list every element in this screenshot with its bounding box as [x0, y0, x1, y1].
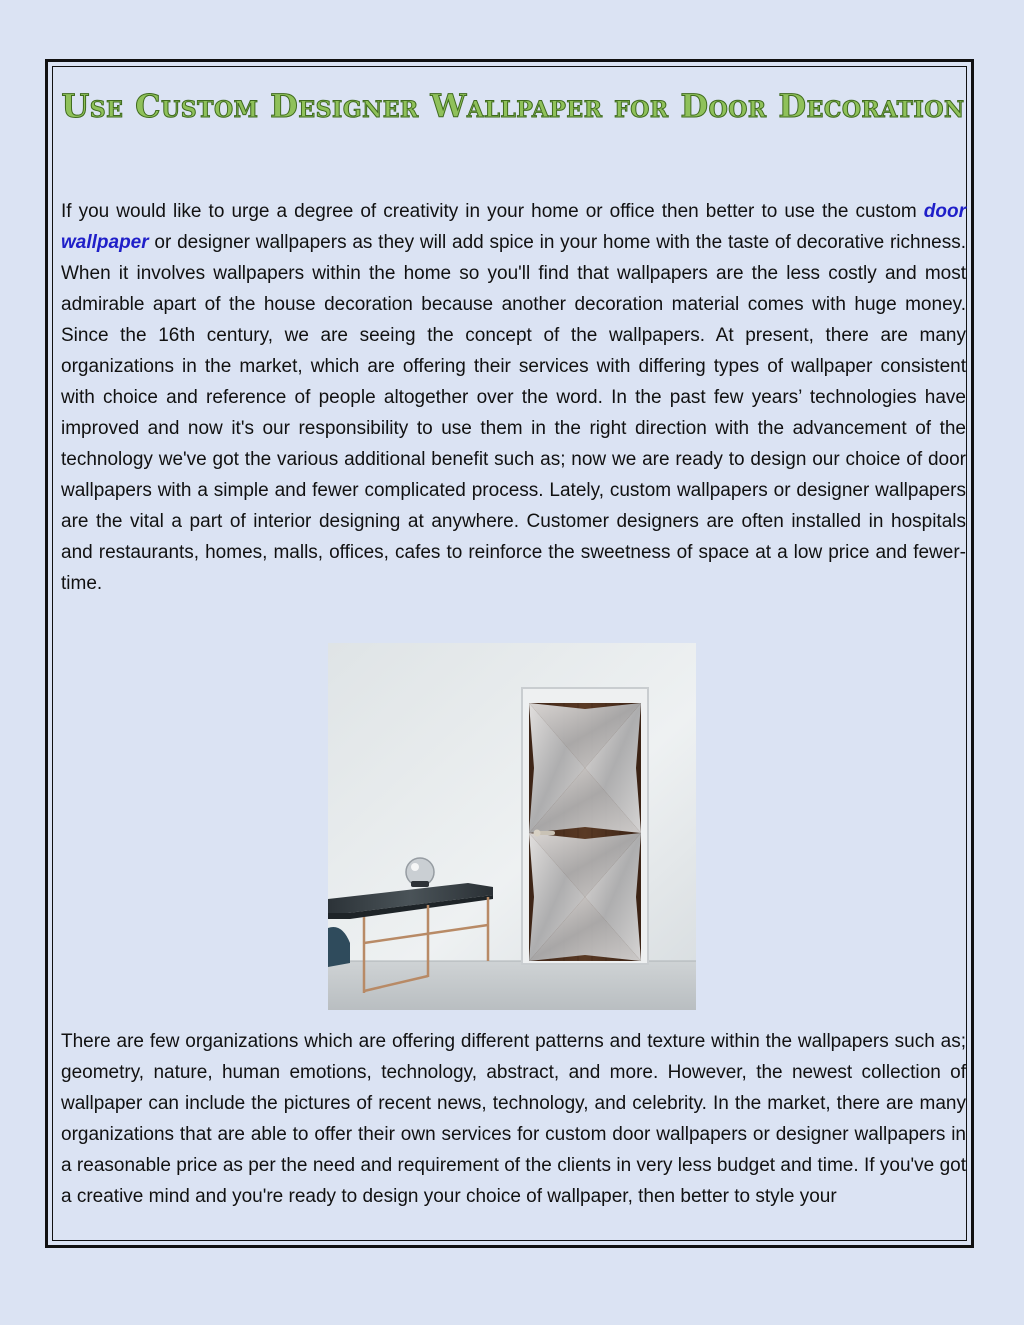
door-wallpaper-photo — [328, 643, 696, 1010]
intro-paragraph — [61, 196, 966, 599]
door-wallpaper-link[interactable]: door wallpaper — [61, 201, 966, 253]
patterns-paragraph: There are few organizations which are offering different patterns and texture within the wallpapers such as; geometry, nature, human emotions, technology, abstract, and more. However, the newest collection of wallpaper can include the pictures of recent news, technology, and celebrity. In the market, there are many organizations that are able to offer their own services for custom door wallpapers or designer wallpapers in a reasonable price as per the need and requirement of the clients in very less budget and time. If you've got a creative mind and you're ready to design your choice of wallpaper, then better to style your — [61, 1031, 966, 1207]
intro-text-end: or designer wallpapers as they will add spice in your home with the taste of decorative richness. When it involves wallpapers within the home so you'll find that wallpapers are the less costly and most admirable apart of the house decoration because another decoration material comes with huge money. Since the 16th century, we are seeing the concept of the wallpapers. At present, there are many organizations in the market, which are offering their services with differing types of wallpaper consistent with choice and reference of people altogether over the word. In the past few years’ technologies have improved and now it's our responsibility to use them in the right direction with the advancement of the technology we've got the various additional benefit such as; now we are ready to design our choice of door wallpapers with a simple and fewer complicated process. Lately, custom wallpapers or designer wallpapers are the vital a part of interior designing at anywhere. Customer designers are often installed in hospitals and restaurants, homes, malls, offices, cafes to reinforce the sweetness of space at a low price and fewer-time. — [61, 232, 966, 594]
intro-text-start: If you would like to urge a degree of creativity in your home or office then better to use the custom — [61, 201, 924, 222]
page-title: Use Custom Designer Wallpaper for Door Decoration — [61, 87, 965, 125]
